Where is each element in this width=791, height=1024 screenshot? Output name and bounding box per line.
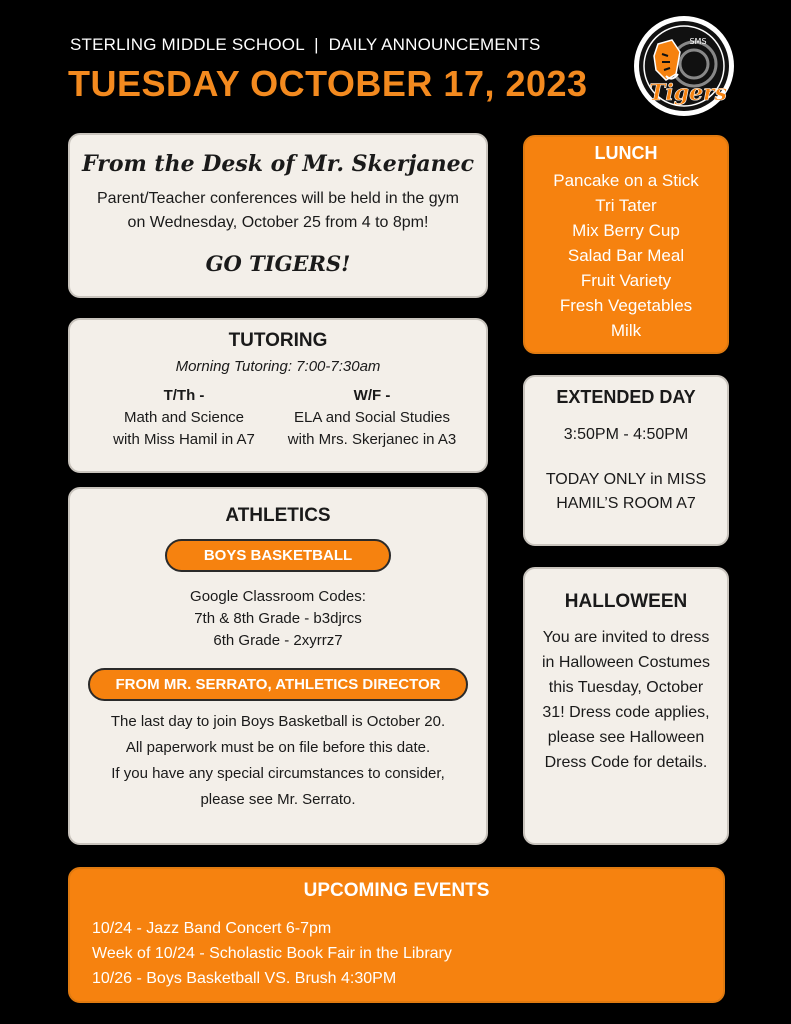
logo-word: Tigers xyxy=(648,80,728,106)
desk-title: From the Desk of Mr. Skerjanec xyxy=(82,151,474,177)
athletics-card xyxy=(68,487,488,845)
logo-initials: SMS xyxy=(689,37,707,46)
lunch-card xyxy=(523,135,729,354)
halloween-body: You are invited to dress in Halloween Costumes this Tuesday, October 31! Dress code applies, please see Halloween Dress Code for details. xyxy=(541,629,711,771)
director-line-2: All paperwork must be on file before this date. xyxy=(125,739,431,756)
lunch-menu xyxy=(525,168,727,343)
code-6: 6th Grade - 2xyrrz7 xyxy=(213,632,343,649)
extended-day-location: TODAY ONLY in MISS HAMIL’S ROOM A7 xyxy=(545,471,707,512)
lunch-item: Fruit Variety xyxy=(580,271,672,290)
director-line-1: The last day to join Boys Basketball is October 20. xyxy=(110,713,446,730)
halloween-title: HALLOWEEN xyxy=(564,591,688,612)
upcoming-events-card xyxy=(68,867,725,1003)
code-7-8: 7th & 8th Grade - b3djrcs xyxy=(194,610,362,627)
extended-day-time: 3:50PM - 4:50PM xyxy=(563,426,689,443)
events-title: UPCOMING EVENTS xyxy=(303,880,490,901)
lunch-item: Pancake on a Stick xyxy=(553,171,699,190)
tutoring-card xyxy=(68,318,488,473)
tutoring-morning: Morning Tutoring: 7:00-7:30am xyxy=(175,358,381,375)
tutoring-wf-day: W/F - xyxy=(353,387,391,404)
events-list xyxy=(70,916,723,991)
director-line-3: If you have any special circumstances to consider, xyxy=(111,765,445,782)
principal-message-card xyxy=(68,133,488,298)
header-subtitle: STERLING MIDDLE SCHOOL | DAILY ANNOUNCEMENTS xyxy=(70,35,541,54)
event-item: 10/26 - Boys Basketball VS. Brush 4:30PM xyxy=(92,970,397,987)
desk-cheer: GO TIGERS! xyxy=(205,251,351,276)
tutoring-wf-subject: ELA and Social Studies xyxy=(294,409,450,426)
lunch-item: Mix Berry Cup xyxy=(572,221,680,240)
lunch-item: Fresh Vegetables xyxy=(559,296,693,315)
event-item: Week of 10/24 - Scholastic Book Fair in the Library xyxy=(92,945,452,962)
event-item: 10/24 - Jazz Band Concert 6-7pm xyxy=(92,920,332,937)
director-message xyxy=(70,709,486,813)
halloween-card xyxy=(523,567,729,845)
page-title: TUESDAY OCTOBER 17, 2023 xyxy=(68,63,588,104)
extended-day-card xyxy=(523,375,729,546)
tutoring-tth xyxy=(90,385,278,451)
tutoring-title: TUTORING xyxy=(228,330,328,351)
tutoring-tth-subject: Math and Science xyxy=(123,409,245,426)
director-line-4: please see Mr. Serrato. xyxy=(200,791,356,808)
tutoring-wf-teacher: with Mrs. Skerjanec in A3 xyxy=(287,431,457,448)
extended-day-title: EXTENDED DAY xyxy=(556,387,696,407)
boys-basketball-badge: BOYS BASKETBALL xyxy=(165,539,391,572)
desk-message: Parent/Teacher conferences will be held in the gym on Wednesday, October 25 from 4 to 8pm! xyxy=(97,190,459,231)
director-badge: FROM MR. SERRATO, ATHLETICS DIRECTOR xyxy=(88,668,468,701)
lunch-item: Salad Bar Meal xyxy=(567,246,685,265)
athletics-title: ATHLETICS xyxy=(225,505,331,526)
lunch-item: Tri Tater xyxy=(595,196,657,215)
lunch-item: Milk xyxy=(610,321,642,340)
tutoring-tth-day: T/Th - xyxy=(163,387,205,404)
classroom-codes xyxy=(70,586,486,652)
lunch-title: LUNCH xyxy=(594,143,658,163)
codes-heading: Google Classroom Codes: xyxy=(190,588,366,605)
tutoring-tth-teacher: with Miss Hamil in A7 xyxy=(113,431,255,448)
tutoring-wf xyxy=(278,385,466,451)
tiger-logo xyxy=(632,14,736,118)
